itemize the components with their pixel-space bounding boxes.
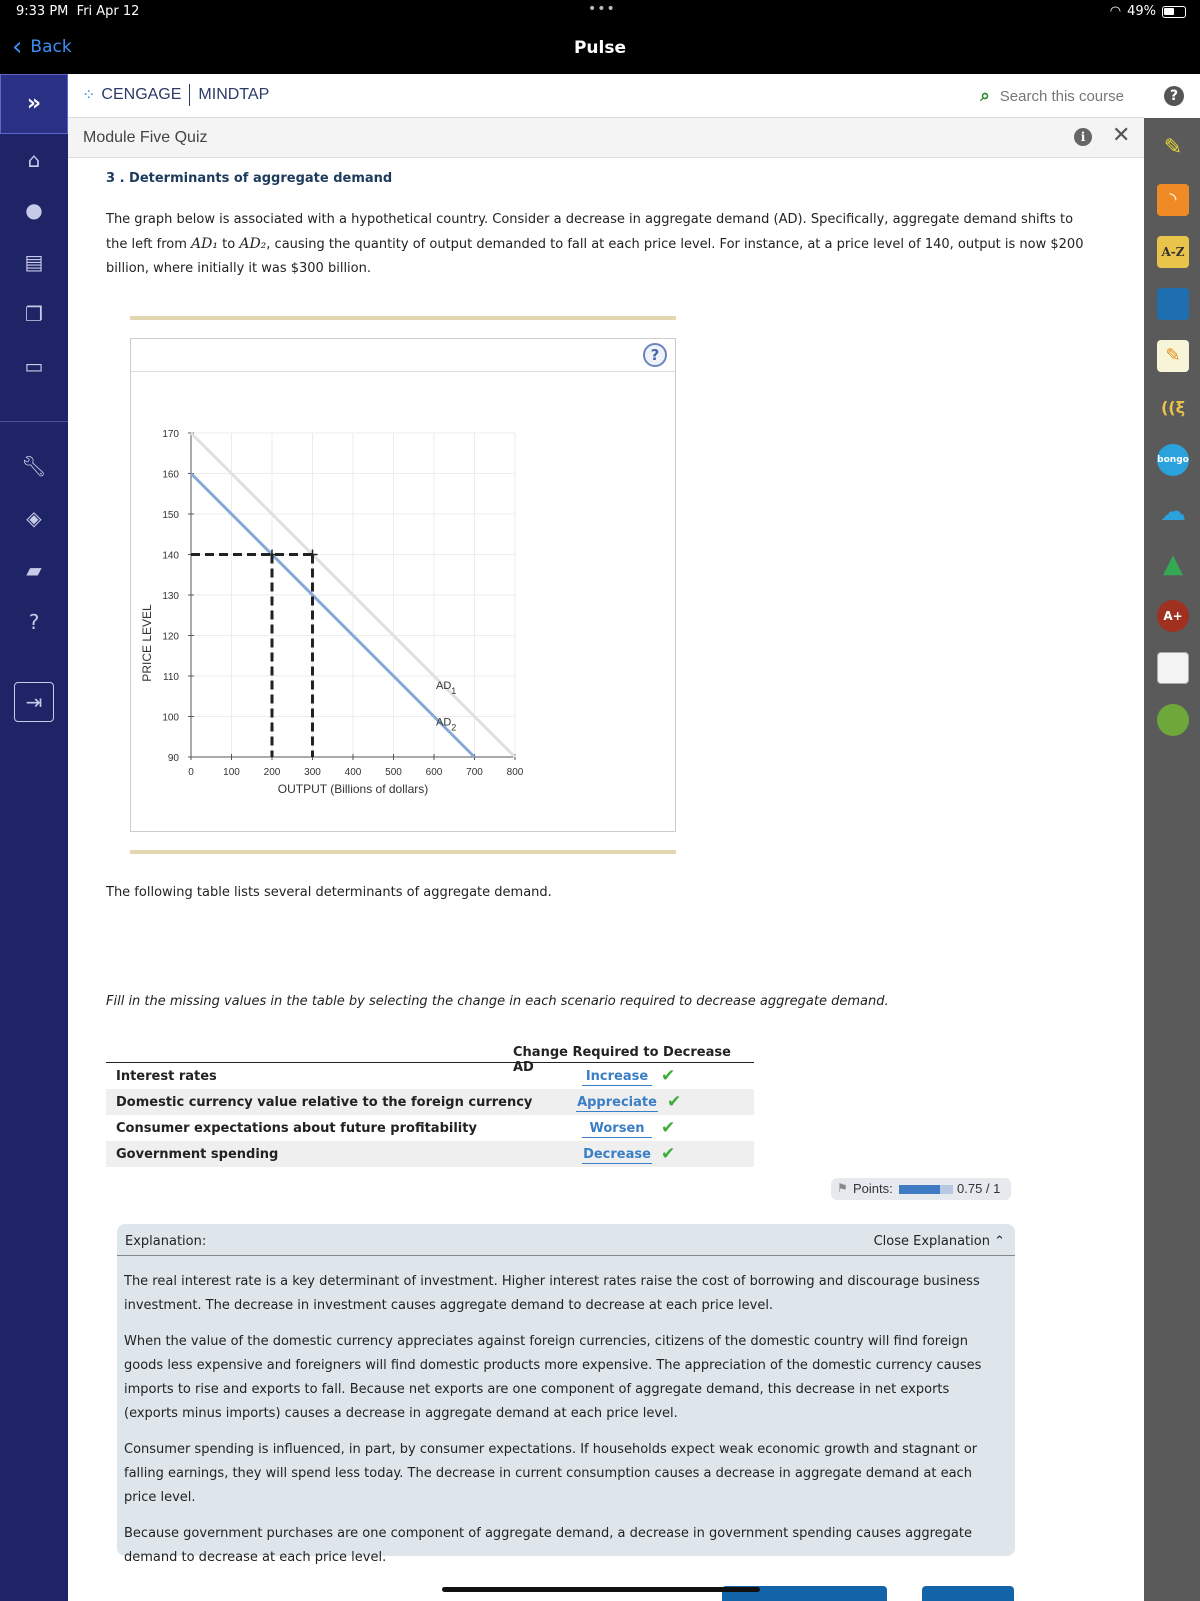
table-row: [106, 1089, 754, 1115]
battery-icon: [1162, 6, 1186, 18]
graph-bottom-rule: [130, 850, 676, 854]
y-tick-label: 90: [167, 753, 179, 764]
explanation-panel: [117, 1224, 1015, 1565]
table-row: [106, 1063, 754, 1089]
row-label: Interest rates: [116, 1069, 217, 1084]
continue-button[interactable]: [922, 1586, 1014, 1601]
briefcase-icon[interactable]: ▰: [26, 558, 42, 582]
check-icon: ✔: [667, 1092, 682, 1112]
mindtap-header: [68, 74, 1144, 118]
y-tick-label: 140: [162, 550, 179, 562]
status-right: [1110, 4, 1186, 19]
cloud-icon[interactable]: ☁: [1160, 497, 1186, 527]
cengage-logo-icon: ⁘: [82, 87, 96, 104]
app-title: Pulse: [573, 38, 627, 58]
graph-top-rule: [130, 316, 676, 320]
table-intro: The following table lists several determinants of aggregate demand.: [106, 885, 552, 900]
circle-app-icon[interactable]: [1157, 704, 1189, 736]
points-progress-bar: [899, 1185, 953, 1194]
explanation-paragraph: The real interest rate is a key determinant of investment. Higher interest rates raise the cost of borrowing and discourage business investment. The decrease in investment causes aggregate demand to decrease at each price level.: [124, 1274, 980, 1313]
explanation-title: Explanation:: [125, 1234, 207, 1249]
row-label: Government spending: [116, 1147, 279, 1162]
app-nav-bar: [0, 24, 1200, 74]
x-tick-label: 700: [466, 767, 483, 778]
brand-right: MINDTAP: [198, 86, 270, 103]
graduation-cap-icon[interactable]: ◈: [26, 506, 42, 530]
pencil-icon[interactable]: ✎: [1163, 135, 1183, 160]
graph-frame: [130, 338, 676, 832]
status-time: 9:33 PM Fri Apr 12: [16, 4, 140, 19]
bongo-icon[interactable]: bongo: [1157, 444, 1189, 476]
rss-icon[interactable]: ◝: [1157, 184, 1189, 216]
course-search[interactable]: [980, 86, 1124, 106]
points-value: 0.75 / 1: [957, 1181, 1001, 1196]
flashcards-icon[interactable]: [1157, 652, 1189, 684]
close-explanation-button[interactable]: Close Explanation ⌃: [873, 1234, 1005, 1249]
y-tick-label: 160: [162, 469, 179, 481]
search-icon: ⌕: [980, 86, 990, 105]
y-tick-label: 100: [162, 712, 179, 724]
x-axis-label: OUTPUT (Billions of dollars): [277, 782, 429, 796]
question-intro: The graph below is associated with a hypothetical country. Consider a decrease in aggregate demand (AD). Specifically, aggregate demand shifts to the left from AD₁ to AD₂, causing the quantity of output demanded to fall at each price level. For instance, at a price level of 140, output is now $200 billion, where initially it was $300 billion.: [106, 212, 1084, 276]
x-tick-label: 200: [263, 767, 281, 778]
table-row: [106, 1115, 754, 1141]
brand-separator: [189, 84, 190, 106]
wrench-icon[interactable]: 🔧︎: [21, 454, 47, 478]
table-header: [106, 1043, 754, 1075]
y-tick-label: 130: [162, 591, 179, 602]
answer-dropdown[interactable]: Appreciate: [577, 1095, 657, 1110]
answer-dropdown[interactable]: Worsen: [582, 1121, 652, 1138]
series-label-ad1: $AD_1$: [436, 680, 457, 697]
help-box: [1144, 74, 1200, 118]
chevron-left-icon: ‹: [12, 32, 23, 62]
series-label-ad2: $AD_2$: [436, 716, 457, 733]
answer-dropdown[interactable]: Decrease: [583, 1147, 651, 1162]
row-label: Domestic currency value relative to the foreign currency: [116, 1095, 533, 1110]
multitask-dots-icon[interactable]: •••: [588, 1, 616, 17]
y-tick-label: 120: [162, 631, 179, 643]
explanation-header: [117, 1224, 1015, 1256]
drive-icon[interactable]: ▲: [1163, 549, 1183, 579]
rail-divider: [0, 421, 68, 422]
help-circle-icon[interactable]: ?: [1164, 86, 1184, 106]
row-label: Consumer expectations about future profitability: [116, 1121, 477, 1136]
brand-left: CENGAGE: [101, 86, 182, 103]
question-content: [68, 158, 1144, 1601]
info-icon[interactable]: i: [1074, 128, 1092, 146]
expand-rail-button[interactable]: »: [0, 74, 68, 134]
question-heading: 3 . Determinants of aggregate demand: [106, 171, 393, 186]
y-tick-label: 110: [163, 672, 179, 683]
x-tick-label: 300: [304, 767, 321, 778]
column-header: Change Required to Decrease AD: [513, 1045, 731, 1075]
aggregate-demand-chart: [131, 339, 675, 831]
book-icon[interactable]: [1157, 288, 1189, 320]
read-aloud-icon[interactable]: ((ξ: [1160, 398, 1186, 417]
explanation-paragraph: Consumer spending is influenced, in part, by consumer expectations. If households expect weak economic growth and stagnant or falling earnings, they will spend less today. The decrease in current consumption causes a decrease in aggregate demand at each price level.: [124, 1442, 978, 1505]
points-indicator: [831, 1178, 1011, 1200]
y-tick-label: 150: [162, 510, 179, 521]
explanation-body: [124, 1270, 1004, 1582]
fill-instructions: Fill in the missing values in the table by selecting the change in each scenario required to decrease aggregate demand.: [106, 994, 889, 1009]
notes-icon[interactable]: ✎: [1157, 340, 1189, 372]
user-icon[interactable]: ●: [25, 198, 43, 222]
a-z-icon[interactable]: A-Z: [1157, 236, 1189, 268]
list-icon[interactable]: ▤: [24, 250, 44, 274]
search-placeholder: Search this course: [999, 87, 1124, 105]
flag-icon[interactable]: ⚑: [837, 1181, 848, 1195]
aplus-icon[interactable]: A+: [1157, 600, 1189, 632]
determinants-table: [106, 1043, 754, 1167]
left-navigation-rail: [0, 74, 68, 1601]
battery-percent: 49%: [1127, 4, 1156, 19]
copy-icon[interactable]: ❐: [25, 302, 43, 326]
explanation-paragraph: When the value of the domestic currency appreciates against foreign currencies, citizens of the domestic country will find foreign goods less expensive and foreigners will find domestic products more expensive. The appreciation of the domestic currency causes imports to rise and exports to fall. Because net exports are one component of aggregate demand, this decrease in net exports (exports minus imports) causes a decrease in aggregate demand at each price level.: [124, 1334, 982, 1421]
wifi-icon: ◠: [1109, 4, 1122, 19]
close-icon[interactable]: ✕: [1112, 123, 1131, 148]
x-tick-label: 400: [344, 767, 362, 778]
brand-logo[interactable]: [82, 84, 269, 106]
points-label: Points:: [853, 1181, 893, 1196]
x-tick-label: 500: [385, 767, 402, 778]
card-icon[interactable]: ▭: [24, 354, 44, 378]
x-tick-label: 800: [506, 767, 524, 778]
y-tick-label: 170: [162, 429, 179, 440]
y-axis-label: PRICE LEVEL: [140, 604, 154, 682]
graph-help-icon[interactable]: ?: [643, 343, 667, 367]
check-icon: ✔: [661, 1144, 676, 1164]
chevron-up-icon: ⌃: [994, 1234, 1005, 1249]
activity-title-bar: [68, 118, 1144, 158]
explanation-paragraph: Because government purchases are one component of aggregate demand, a decrease in government spending causes aggregate demand to decrease at each price level.: [124, 1526, 972, 1565]
x-tick-label: 600: [425, 767, 443, 778]
table-row: [106, 1141, 754, 1167]
right-apps-rail: [1144, 74, 1200, 1601]
home-indicator: [442, 1587, 760, 1592]
ios-status-bar: [0, 0, 1200, 24]
help-icon[interactable]: ?: [28, 610, 40, 634]
check-icon: ✔: [661, 1066, 676, 1086]
quiz-title: Module Five Quiz: [83, 129, 208, 146]
back-label: Back: [30, 37, 72, 57]
points-progress-fill: [899, 1185, 940, 1194]
home-icon[interactable]: ⌂: [27, 148, 41, 172]
logout-icon[interactable]: ⇥: [14, 682, 54, 722]
series-line-ad2: [191, 474, 475, 758]
x-tick-label: 100: [223, 767, 240, 778]
answer-dropdown[interactable]: Increase: [582, 1069, 652, 1086]
check-icon: ✔: [661, 1118, 676, 1138]
x-tick-label: 0: [188, 767, 194, 778]
